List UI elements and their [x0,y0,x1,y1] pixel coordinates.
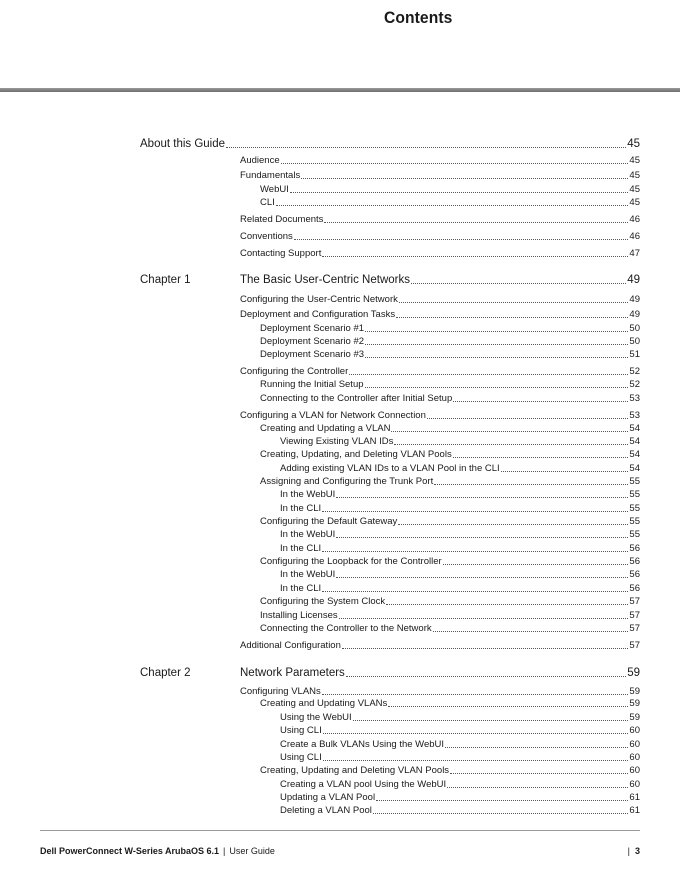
toc-entry-title: Connecting the Controller to the Network [260,623,432,634]
toc-entry[interactable] [260,197,640,209]
toc-entry[interactable] [260,476,640,488]
toc-page-number: 56 [629,556,640,567]
toc-page-number: 45 [627,138,640,150]
toc-entry[interactable] [260,449,640,461]
toc-entry-title: Configuring a VLAN for Network Connection [240,410,426,421]
toc-entry[interactable] [280,712,640,724]
toc-page-number: 50 [629,336,640,347]
toc-page-number: 57 [629,640,640,651]
toc-entry-title: In the CLI [280,503,322,514]
toc-entry-title: Creating and Updating a VLAN [260,423,391,434]
toc-entry-title: CLI [260,197,275,208]
toc-entry[interactable] [280,739,640,751]
toc-entry[interactable] [260,349,640,361]
toc-entry-title: WebUI [260,184,289,195]
toc-dot-leader [323,760,629,761]
toc-entry-title: The Basic User-Centric Networks [240,274,410,286]
toc-entry-title: Using CLI [280,752,322,763]
toc-dot-leader [281,163,629,164]
footer-page-separator: | [627,846,630,856]
toc-page-number: 54 [629,463,640,474]
page-number: 3 [634,846,640,856]
toc-entry-title: Configuring the System Clock [260,596,386,607]
toc-entry[interactable] [280,805,640,817]
toc-page-number: 57 [629,610,640,621]
toc-entry[interactable] [240,309,640,321]
toc-page-number: 54 [629,423,640,434]
toc-entry[interactable] [240,231,640,243]
toc-entry-title: Updating a VLAN Pool [280,792,376,803]
page-title: Contents [383,8,452,27]
toc-entry-title: Creating, Updating and Deleting VLAN Pools [260,765,450,776]
toc-entry[interactable] [240,170,640,182]
toc-dot-leader [453,401,628,402]
footer-doc-title: User Guide [229,846,275,856]
toc-page-number: 49 [629,309,640,320]
toc-dot-leader [388,706,628,707]
toc-dot-leader [336,577,628,578]
toc-dot-leader [376,800,628,801]
toc-entry[interactable] [280,792,640,804]
toc-page-number: 52 [629,379,640,390]
toc-entry-title: In the CLI [280,543,322,554]
footer-doc-info [40,846,275,856]
toc-page-number: 49 [629,294,640,305]
toc-entry-title: Configuring VLANs [240,686,321,697]
toc-page-number: 54 [629,449,640,460]
toc-page-number: 53 [629,393,640,404]
toc-page-number: 61 [629,805,640,816]
toc-page-number: 51 [629,349,640,360]
toc-page-number: 54 [629,436,640,447]
toc-page-number: 52 [629,366,640,377]
toc-entry-title: Assigning and Configuring the Trunk Port [260,476,434,487]
toc-entry[interactable] [240,640,640,652]
toc-entry-title: Configuring the Default Gateway [260,516,398,527]
toc-page-number: 47 [629,248,640,259]
toc-page-number: 46 [629,231,640,242]
toc-page-number: 49 [627,274,640,286]
toc-page-number: 56 [629,569,640,580]
toc-entry[interactable] [260,556,640,568]
toc-entry[interactable] [260,765,640,777]
toc-entry-title: Deployment Scenario #3 [260,349,365,360]
toc-entry[interactable] [280,529,640,541]
toc-page-number: 60 [629,725,640,736]
toc-entry[interactable] [280,752,640,764]
toc-page-number: 60 [629,752,640,763]
toc-entry[interactable] [260,610,640,622]
toc-dot-leader [394,444,628,445]
toc-entry-title: Connecting to the Controller after Initial Setup [260,393,453,404]
toc-page-number: 59 [629,712,640,723]
toc-page-number: 60 [629,739,640,750]
toc-entry-title: Using CLI [280,725,322,736]
toc-dot-leader [391,431,628,432]
toc-entry-title: Viewing Existing VLAN IDs [280,436,394,447]
toc-dot-leader [411,283,626,284]
toc-entry-title: Deployment and Configuration Tasks [240,309,396,320]
toc-entry[interactable] [280,543,640,555]
toc-entry-title: Running the Initial Setup [260,379,364,390]
toc-entry[interactable] [260,698,640,710]
toc-dot-leader [322,591,628,592]
toc-entry-title: Configuring the User-Centric Network [240,294,398,305]
toc-entry[interactable] [280,436,640,448]
toc-dot-leader [322,256,628,257]
toc-dot-leader [365,387,629,388]
toc-page-number: 57 [629,596,640,607]
toc-page-number: 53 [629,410,640,421]
toc-entry-title: Configuring the Loopback for the Controller [260,556,442,567]
toc-entry-title: Contacting Support [240,248,322,259]
toc-entry[interactable] [280,569,640,581]
toc-entry[interactable] [260,336,640,348]
toc-dot-leader [365,357,628,358]
toc-page-number: 55 [629,489,640,500]
toc-page-number: 45 [629,197,640,208]
toc-page-number: 60 [629,765,640,776]
toc-page-number: 57 [629,623,640,634]
toc-entry-title: Conventions [240,231,293,242]
toc-entry[interactable] [240,155,640,167]
toc-entry-title: Create a Bulk VLANs Using the WebUI [280,739,445,750]
toc-entry[interactable] [280,489,640,501]
footer-rule [40,830,640,831]
toc-entry-title: In the CLI [280,583,322,594]
toc-entry-title: Related Documents [240,214,324,225]
toc-dot-leader [386,604,628,605]
toc-entry[interactable] [260,623,640,635]
toc-page-number: 55 [629,529,640,540]
toc-dot-leader [373,813,629,814]
toc-entry[interactable] [240,366,640,378]
toc-entry-title: Additional Configuration [240,640,341,651]
toc-dot-leader [447,787,628,788]
toc-page-number: 55 [629,503,640,514]
toc-entry-title: Installing Licenses [260,610,338,621]
toc-entry-title: Creating and Updating VLANs [260,698,388,709]
toc-dot-leader [365,331,628,332]
toc-entry-title: Adding existing VLAN IDs to a VLAN Pool in the CLI [280,463,500,474]
toc-page-number: 45 [629,170,640,181]
footer-page-number [628,846,640,856]
toc-page-number: 56 [629,543,640,554]
toc-dot-leader [322,551,628,552]
toc-dot-leader [445,747,628,748]
toc-page-number: 46 [629,214,640,225]
toc-dot-leader [342,648,629,649]
header-rule [0,88,680,92]
toc-dot-leader [336,497,628,498]
toc-entry-title: Using the WebUI [280,712,352,723]
toc-entry-title: Audience [240,155,280,166]
toc-page-number: 45 [629,184,640,195]
toc-dot-leader [434,484,628,485]
toc-entry-title: Configuring the Controller [240,366,349,377]
toc-chapter-entry[interactable] [140,137,640,151]
toc-entry-title: Creating, Updating, and Deleting VLAN Pools [260,449,452,460]
toc-entry[interactable] [260,323,640,335]
toc-dot-leader [324,222,628,223]
toc-entry-title: In the WebUI [280,569,336,580]
toc-entry-title: Deployment Scenario #1 [260,323,365,334]
toc-entry[interactable] [260,184,640,196]
toc-entry-title: Deployment Scenario #2 [260,336,365,347]
toc-page-number: 56 [629,583,640,594]
toc-chapter-entry[interactable] [240,273,640,287]
toc-dot-leader [322,511,628,512]
toc-dot-leader [365,344,628,345]
toc-page-number: 50 [629,323,640,334]
toc-dot-leader [336,537,628,538]
toc-dot-leader [323,733,629,734]
toc-entry[interactable] [280,583,640,595]
toc-entry[interactable] [240,294,640,306]
toc-entry[interactable] [260,379,640,391]
toc-entry[interactable] [240,410,640,422]
toc-page-number: 59 [629,698,640,709]
toc-dot-leader [396,317,628,318]
toc-page-number: 61 [629,792,640,803]
toc-entry-title: In the WebUI [280,529,336,540]
toc-page-number: 45 [629,155,640,166]
toc-dot-leader [398,524,628,525]
toc-entry[interactable] [240,214,640,226]
toc-dot-leader [443,564,629,565]
toc-entry-title: Deleting a VLAN Pool [280,805,372,816]
toc-page-number: 55 [629,516,640,527]
chapter-label: Chapter 2 [140,667,191,679]
toc-entry[interactable] [280,725,640,737]
toc-entry[interactable] [240,248,640,260]
toc-dot-leader [346,676,626,677]
toc-dot-leader [294,239,629,240]
toc-entry[interactable] [240,686,640,698]
toc-dot-leader [226,147,626,148]
toc-page-number: 55 [629,476,640,487]
toc-entry-title: Creating a VLAN pool Using the WebUI [280,779,447,790]
toc-entry[interactable] [260,516,640,528]
toc-dot-leader [399,302,629,303]
toc-dot-leader [349,374,628,375]
toc-entry-title: In the WebUI [280,489,336,500]
toc-entry[interactable] [280,503,640,515]
toc-page-number: 59 [629,686,640,697]
footer-product: Dell PowerConnect W-Series ArubaOS 6.1 [40,846,220,856]
toc-entry[interactable] [280,779,640,791]
toc-entry[interactable] [280,463,640,475]
toc-dot-leader [450,773,628,774]
toc-dot-leader [322,694,629,695]
toc-dot-leader [339,618,629,619]
toc-dot-leader [276,205,629,206]
toc-dot-leader [290,192,629,193]
toc-dot-leader [501,471,629,472]
toc-dot-leader [427,418,629,419]
toc-dot-leader [433,631,629,632]
toc-entry[interactable] [260,596,640,608]
footer-separator: | [223,846,226,856]
toc-entry-title: Network Parameters [240,667,345,679]
toc-dot-leader [453,457,629,458]
toc-entry-title: About this Guide [140,138,226,150]
toc-entry[interactable] [260,393,640,405]
toc-chapter-entry[interactable] [240,666,640,680]
toc-entry-title: Fundamentals [240,170,301,181]
toc-dot-leader [301,178,628,179]
toc-dot-leader [353,720,629,721]
toc-entry[interactable] [260,423,640,435]
toc-page-number: 59 [627,667,640,679]
chapter-label: Chapter 1 [140,274,191,286]
toc-page-number: 60 [629,779,640,790]
